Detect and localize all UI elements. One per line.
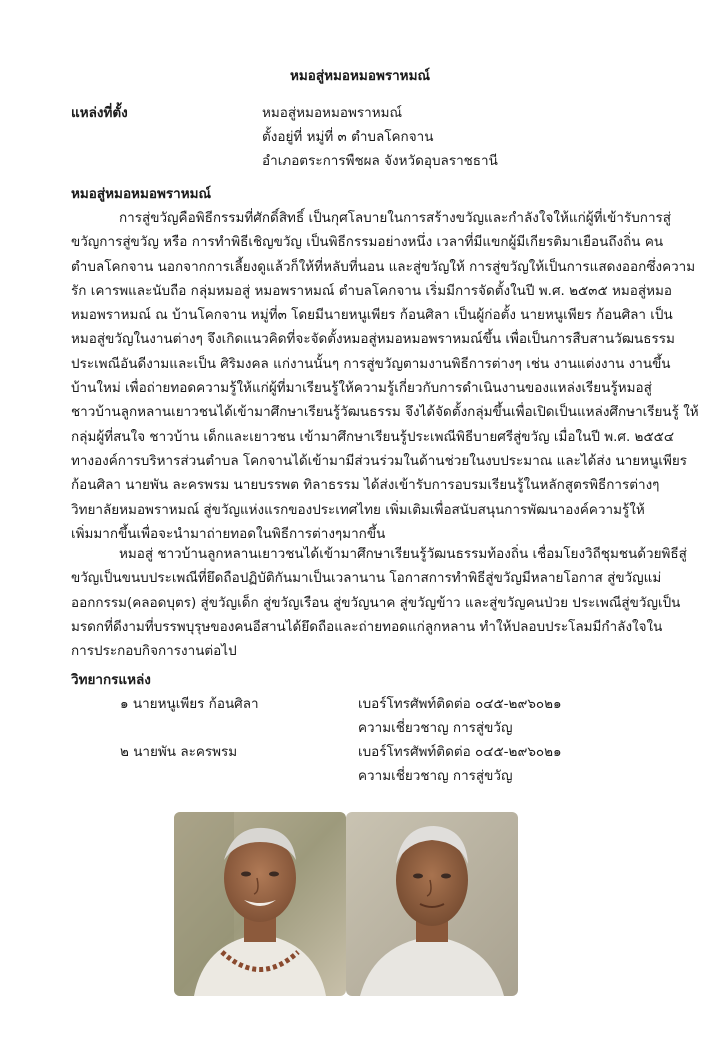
section-heading: หมอสู่หมอหมอพราหมณ์ bbox=[71, 186, 212, 202]
paragraph-history bbox=[71, 206, 699, 546]
paragraph-line: การสู่ขวัญคือพิธีกรรมที่ศักดิ์สิทธิ์ เป็นกุศโลบายในการสร้างขวัญและกำลังใจให้แก่ผู้ที่เข้ารับการสู่ bbox=[119, 210, 672, 226]
speaker-photo-1 bbox=[174, 812, 346, 996]
speakers-heading: วิทยากรแหล่ง bbox=[71, 672, 151, 688]
paragraph-line: หมอสู่ ชาวบ้านลูกหลานเยาวชนได้เข้ามาศึกษาเรียนรู้วัฒนธรรมท้องถิ่น เชื่อมโยงวิถีชุมชนด้วยพิธีสู่ bbox=[119, 546, 687, 562]
paragraph-line: หมอสู่ขวัญในงานต่างๆ จึงเกิดแนวคิดที่จะจัดตั้งหมอสู่หมอหมอพราหมณ์ขึ้น เพื่อเป็นการสืบสานวัฒนธรรม bbox=[71, 331, 675, 348]
speaker-photo-2 bbox=[346, 812, 518, 996]
document-title: หมอสู่หมอหมอพราหมณ์ bbox=[289, 68, 430, 84]
paragraph-line: เพิ่มมากขึ้นเพื่อจะนำมาถ่ายทอดในพิธีการต่างๆมากขึ้น bbox=[71, 525, 386, 542]
paragraph-line: ขวัญการสู่ขวัญ หรือ การทำพิธีเชิญขวัญ เป็นพิธีกรรมอย่างหนึ่ง เวลาที่มีแขกผู้มีเกียรติมาเยือนถึงถิ่น คน bbox=[71, 234, 664, 251]
paragraph-line: ชาวบ้านลูกหลานเยาวชนได้เข้ามาศึกษาเรียนรู้วัฒนธรรม จึงได้จัดตั้งกลุ่มขึ้นเพื่อเปิดเป็นแหล่งศึกษาเรียนรู้ ให้ bbox=[71, 404, 699, 421]
location-label: แหล่งที่ตั้ง bbox=[71, 105, 128, 121]
paragraph-tradition bbox=[71, 542, 687, 663]
speaker-expertise: ความเชี่ยวชาญ การสู่ขวัญ bbox=[358, 720, 513, 736]
paragraph-line: ขวัญเป็นขนบประเพณีที่ยึดถือปฏิบัติกันมาเป็นเวลานาน โอกาสการทำพิธีสู่ขวัญมีหลายโอกาส สู่ขวัญแม่ bbox=[71, 570, 662, 587]
paragraph-line: วิทยาลัยหมอพราหมณ์ สู่ขวัญแห่งแรกของประเทศไทย เพิ่มเติมเพื่อสนับสนุนการพัฒนาองค์ความรู้ให้ bbox=[71, 501, 645, 518]
paragraph-line: ทางองค์การบริหารส่วนตำบล โคกจานได้เข้ามามีส่วนร่วมในด้านช่วยในงบประมาณ และได้ส่ง นายหนูเพียร bbox=[71, 452, 688, 469]
location-line: อำเภอตระการพืชผล จังหวัดอุบลราชธานี bbox=[262, 153, 498, 169]
location-address bbox=[262, 101, 498, 173]
paragraph-line: มรดกที่ดีงามที่บรรพบุรุษของคนอีสานได้ยึดถือและถ่ายทอดแก่ลูกหลาน ทำให้ปลอบประโลมมีกำลังใจใน bbox=[71, 618, 663, 635]
speaker-phone: เบอร์โทรศัพท์ติดต่อ ๐๔๕-๒๙๖๐๒๑ bbox=[358, 696, 562, 712]
location-line: ตั้งอยู่ที่ หมู่ที่ ๓ ตำบลโคกจาน bbox=[262, 129, 434, 145]
paragraph-line: บ้านใหม่ เพื่อถ่ายทอดความรู้ให้แก่ผู้ที่มาเรียนรู้ให้ความรู้เกี่ยวกับการดำเนินงานของแหล่งเรียนรู้หมอสู่ bbox=[71, 380, 652, 397]
speaker-name: ๑ นายหนูเพียร ก้อนศิลา bbox=[120, 696, 259, 712]
paragraph-line: การประกอบกิจการงานต่อไป bbox=[71, 643, 237, 660]
paragraph-line: ประเพณีอันดีงามและเป็น ศิริมงคล แก่งานนั้นๆ การสู่ขวัญตามงานพิธีการต่างๆ เช่น งานแต่งงาน งานขึ้น bbox=[71, 355, 671, 372]
paragraph-line: ก้อนศิลา นายพัน ละครพรม นายบรรพต ทิลาธรรม ได้ส่งเข้ารับการอบรมเรียนรู้ในหลักสูตรพิธีการต่างๆ bbox=[71, 477, 660, 494]
paragraph-line: กลุ่มผู้ที่สนใจ ชาวบ้าน เด็กและเยาวชน เข้ามาศึกษาเรียนรู้ประเพณีพิธีบายศรีสู่ขวัญ เมื่อในปี พ.ศ. ๒๕๕๔ bbox=[71, 428, 675, 445]
paragraph-line: ออกกรรม(คลอดบุตร) สู่ขวัญเด็ก สู่ขวัญเรือน สู่ขวัญนาค สู่ขวัญข้าว และสู่ขวัญคนป่วย ประเพณีสู่ขวัญเป็น bbox=[71, 594, 681, 611]
paragraph-line: รัก เคารพและนับถือ กลุ่มหมอสู่ หมอพราหมณ์ ตำบลโคกจาน เริ่มมีการจัดตั้งในปี พ.ศ. ๒๕๓๕ หมอสู่หมอ bbox=[71, 282, 673, 299]
speaker-expertise: ความเชี่ยวชาญ การสู่ขวัญ bbox=[358, 768, 513, 784]
speaker-name: ๒ นายพัน ละครพรม bbox=[120, 744, 238, 760]
paragraph-line: ตำบลโคกจาน นอกจากการเลี้ยงดูแล้วก็ให้ที่หลับที่นอน และสู่ขวัญให้ การสู่ขวัญให้เป็นการแสดงออกซึ่งความ bbox=[71, 258, 696, 275]
speaker-phone: เบอร์โทรศัพท์ติดต่อ ๐๔๕-๒๙๖๐๒๑ bbox=[358, 744, 562, 760]
paragraph-line: หมอพราหมณ์ ณ บ้านโคกจาน หมู่ที่๓ โดยมีนายหนูเพียร ก้อนศิลา เป็นผู้ก่อตั้ง นายหนูเพียร ก้อนศิลา เป็น bbox=[71, 307, 673, 324]
location-line: หมอสู่หมอหมอพราหมณ์ bbox=[262, 105, 403, 121]
